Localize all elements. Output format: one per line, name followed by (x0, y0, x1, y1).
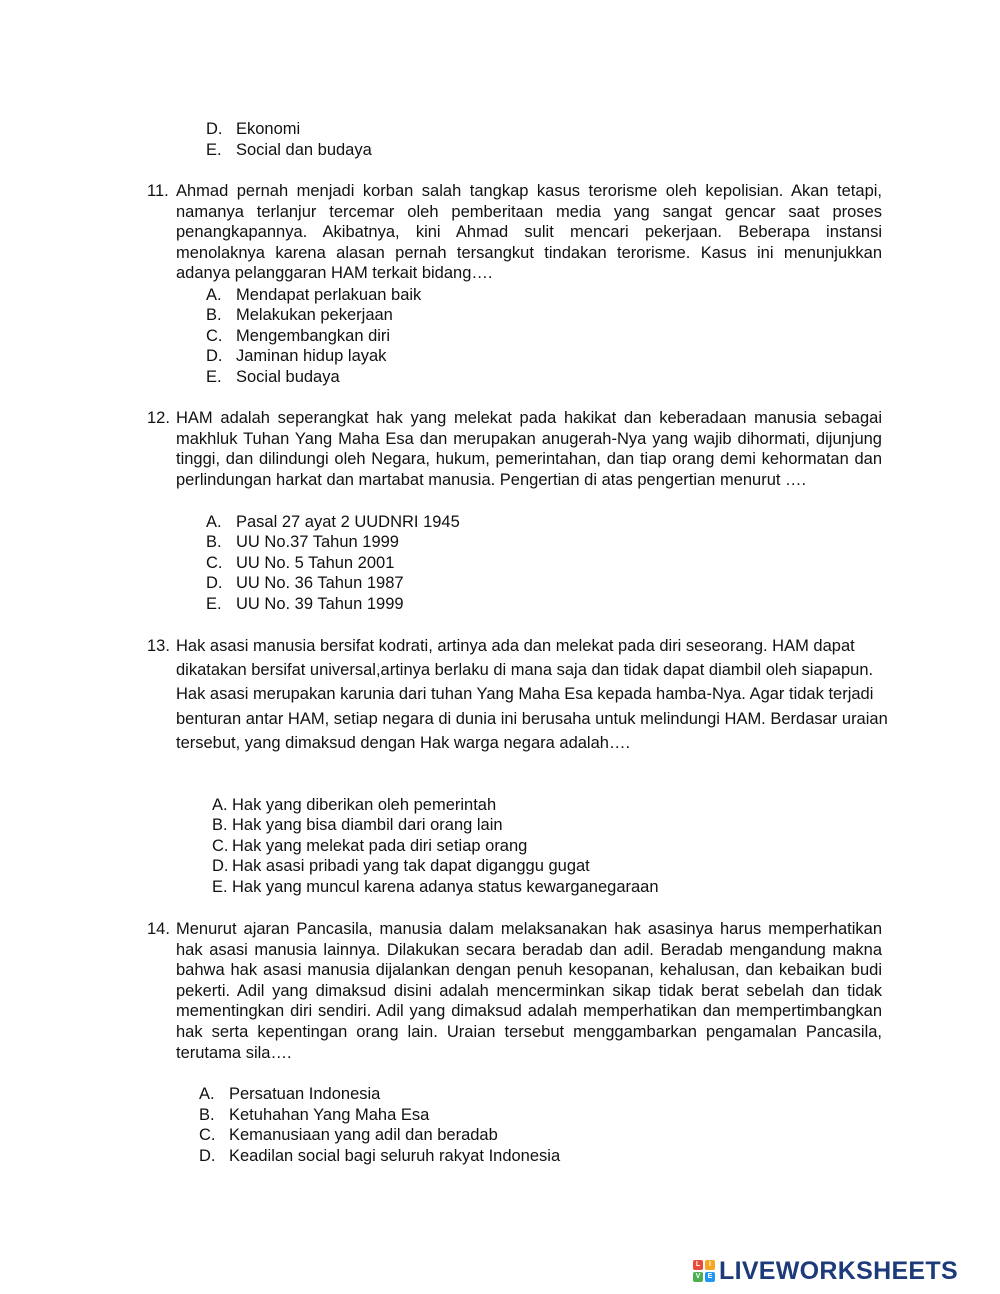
option-letter: D. (206, 347, 223, 365)
option-letter: E. (212, 878, 228, 896)
option-letter: B. (206, 533, 222, 551)
option-letter: C. (206, 327, 223, 345)
option-letter: E. (206, 141, 222, 159)
logo-text: LIVEWORKSHEETS (719, 1256, 958, 1285)
option-letter: A. (206, 513, 222, 531)
question-text: HAM adalah seperangkat hak yang melekat pada hakikat dan keberadaan manusia sebagai makhluk Tuhan Yang Maha Esa dan merupakan anugerah-Nya yang wajib dihormati, dijunjung tinggi, dan dilindungi oleh Negara, hukum, pemerintahan, dan tiap orang demi kehormatan dan perlindungan harkat dan martabat manusia. Pengertian di atas pengertian menurut …. (176, 409, 882, 489)
option-text: Melakukan pekerjaan (236, 306, 393, 324)
option-letter: C. (206, 554, 223, 572)
option-text: Hak yang bisa diambil dari orang lain (232, 816, 503, 834)
logo-letter: E (705, 1272, 715, 1282)
option-text: Hak yang melekat pada diri setiap orang (232, 837, 528, 855)
option-text: Ekonomi (236, 120, 301, 138)
option-text: Social budaya (236, 368, 340, 386)
option-letter: A. (206, 286, 222, 304)
option-text: UU No. 36 Tahun 1987 (236, 574, 404, 592)
option-text: Jaminan hidup layak (236, 347, 387, 365)
option-text: UU No. 5 Tahun 2001 (236, 554, 395, 572)
option-text: Persatuan Indonesia (229, 1085, 381, 1103)
option-text: Social dan budaya (236, 141, 372, 159)
question-text: Hak asasi manusia bersifat kodrati, artinya ada dan melekat pada diri seseorang. HAM dapat dikatakan bersifat universal,artinya berlaku di mana saja dan tidak dapat diambil oleh siapapun. Hak asasi merupakan karunia dari tuhan Yang Maha Esa kepada hamba-Nya. Agar tidak terjadi benturan antar HAM, setiap negara di dunia ini berusaha untuk melindungi HAM. Berdasar uraian tersebut, yang dimaksud dengan Hak warga negara adalah…. (176, 637, 888, 752)
question-text: Ahmad pernah menjadi korban salah tangkap kasus terorisme oleh kepolisian. Akan tetapi, namanya terlanjur tercemar oleh pemberitaan media yang sangat gencar saat proses penangkapannya. Akibatnya, kini Ahmad sulit mencari pekerjaan. Beberapa instansi menolaknya karena alasan pernah tersangkut tindakan terorisme. Kasus ini menunjukkan adanya pelanggaran HAM terkait bidang…. (176, 182, 882, 283)
logo-letter: V (693, 1272, 703, 1282)
option-letter: D. (206, 120, 223, 138)
option-letter: C. (199, 1126, 216, 1144)
option-text: UU No. 39 Tahun 1999 (236, 595, 404, 613)
option-text: Kemanusiaan yang adil dan beradab (229, 1126, 498, 1144)
option-text: Mengembangkan diri (236, 327, 391, 345)
option-text: Hak yang muncul karena adanya status kewarganegaraan (232, 878, 659, 896)
option-letter: A. (212, 796, 228, 814)
option-text: Keadilan social bagi seluruh rakyat Indonesia (229, 1147, 561, 1165)
question-number: 11. (147, 182, 169, 200)
question-text: Menurut ajaran Pancasila, manusia dalam melaksanakan hak asasinya harus memperhatikan hak asasi manusia lainnya. Dilakukan secara beradab dan adil. Beradab mengandung makna bahwa hak asasi manusia dijalankan dengan penuh kesopanan, kehalusan, dan kebaikan budi pekerti. Adil yang dimaksud disini adalah mencerminkan sikap tidak berat sebelah dan tidak mementingkan diri sendiri. Adil yang dimaksud adalah memperhatikan dan mempertimbangkan hak serta kepentingan orang lain. Uraian tersebut menggambarkan pengamalan Pancasila, terutama sila…. (176, 920, 882, 1062)
option-letter: D. (212, 857, 229, 875)
question-number: 13. (147, 637, 170, 655)
option-text: Mendapat perlakuan baik (236, 286, 422, 304)
option-letter: A. (199, 1085, 215, 1103)
option-text: UU No.37 Tahun 1999 (236, 533, 399, 551)
liveworksheets-logo (693, 1258, 958, 1284)
option-letter: B. (206, 306, 222, 324)
option-text: Pasal 27 ayat 2 UUDNRI 1945 (236, 513, 460, 531)
option-text: Hak yang diberikan oleh pemerintah (232, 796, 497, 814)
option-letter: B. (212, 816, 228, 834)
logo-mark-icon (693, 1260, 715, 1282)
option-letter: D. (199, 1147, 216, 1165)
option-text: Ketuhahan Yang Maha Esa (229, 1106, 430, 1124)
option-letter: E. (206, 368, 222, 386)
option-text: Hak asasi pribadi yang tak dapat diganggu gugat (232, 857, 590, 875)
option-letter: B. (199, 1106, 215, 1124)
logo-letter: L (693, 1260, 703, 1270)
option-letter: D. (206, 574, 223, 592)
question-number: 12. (147, 409, 170, 427)
option-letter: E. (206, 595, 222, 613)
question-number: 14. (147, 920, 170, 938)
logo-letter: I (705, 1260, 715, 1270)
option-letter: C. (212, 837, 229, 855)
